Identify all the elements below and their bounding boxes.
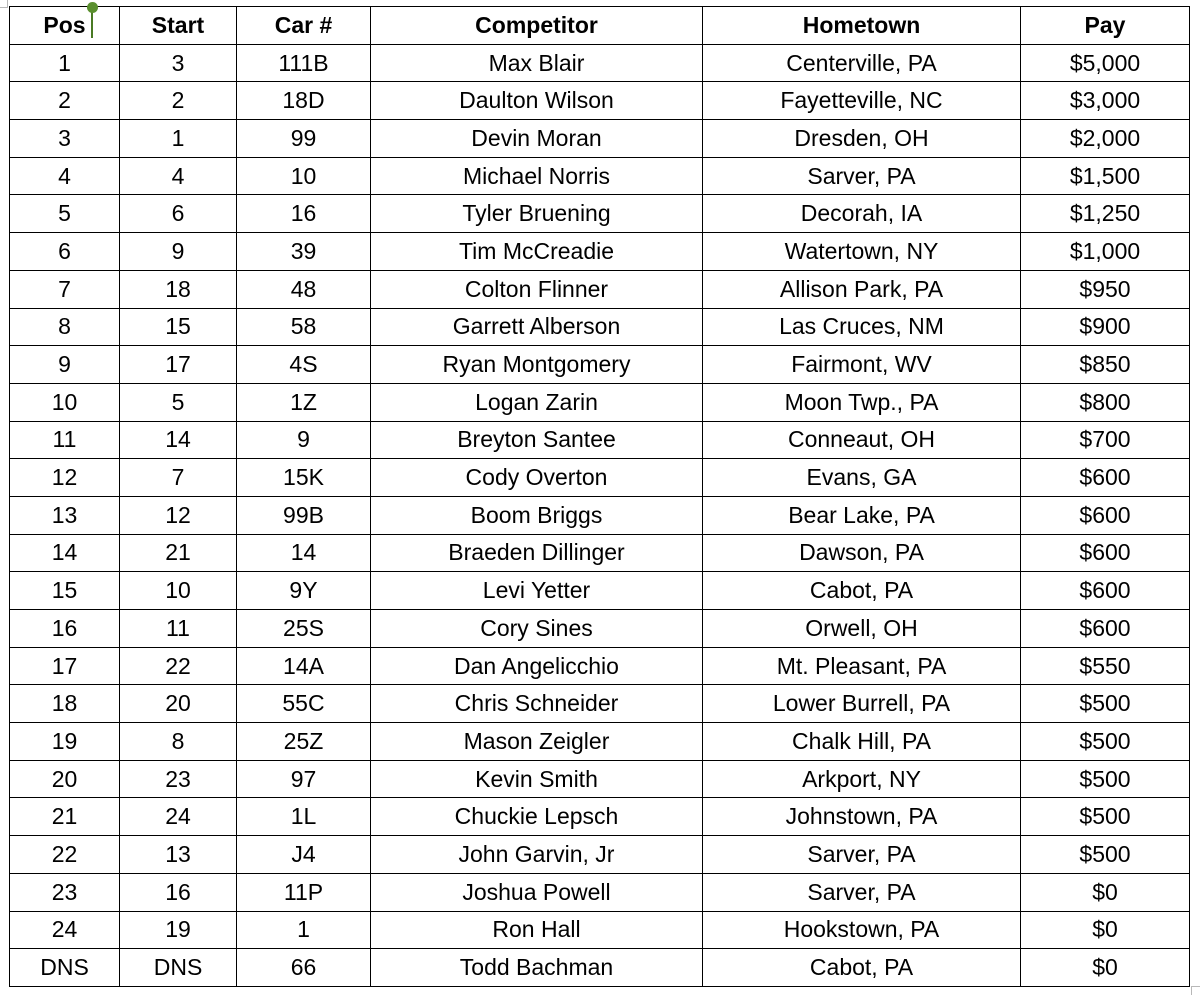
cell-competitor[interactable]: Braeden Dillinger (371, 534, 703, 572)
cell-hometown[interactable]: Dawson, PA (703, 534, 1021, 572)
cell-hometown[interactable]: Orwell, OH (703, 610, 1021, 648)
cell-car-number[interactable]: 111B (237, 44, 371, 82)
cell-car-number[interactable]: 16 (237, 195, 371, 233)
cell-car-number[interactable]: 14 (237, 534, 371, 572)
table-row (10, 383, 1190, 421)
table-row (10, 82, 1190, 120)
cell-pos[interactable]: 4 (10, 157, 120, 195)
cell-start[interactable]: 19 (120, 911, 237, 949)
cell-competitor[interactable]: Tyler Bruening (371, 195, 703, 233)
cell-start[interactable]: 23 (120, 760, 237, 798)
table-row (10, 572, 1190, 610)
header-start[interactable]: Start (120, 7, 237, 45)
cell-start[interactable]: 15 (120, 308, 237, 346)
cell-competitor[interactable]: Ron Hall (371, 911, 703, 949)
cell-car-number[interactable]: 18D (237, 82, 371, 120)
cell-competitor[interactable]: Breyton Santee (371, 421, 703, 459)
cell-pay[interactable]: $600 (1021, 459, 1190, 497)
cell-pos[interactable]: 12 (10, 459, 120, 497)
cell-hometown[interactable]: Sarver, PA (703, 157, 1021, 195)
cell-pos[interactable]: 22 (10, 836, 120, 874)
cell-car-number[interactable]: 48 (237, 270, 371, 308)
cell-hometown[interactable]: Allison Park, PA (703, 270, 1021, 308)
cell-car-number[interactable]: 66 (237, 949, 371, 987)
cell-car-number[interactable]: 25S (237, 610, 371, 648)
cell-competitor[interactable]: Tim McCreadie (371, 233, 703, 271)
cell-pay[interactable]: $500 (1021, 760, 1190, 798)
cell-start[interactable]: 24 (120, 798, 237, 836)
page-corner-mark-bottom-right (1191, 986, 1200, 995)
cell-start[interactable]: 17 (120, 346, 237, 384)
cell-pos[interactable]: 19 (10, 723, 120, 761)
cell-start[interactable]: 3 (120, 44, 237, 82)
cell-pos[interactable]: 17 (10, 647, 120, 685)
cell-competitor[interactable]: Michael Norris (371, 157, 703, 195)
table-row (10, 873, 1190, 911)
cell-car-number[interactable]: 99 (237, 120, 371, 158)
cell-pos[interactable]: 18 (10, 685, 120, 723)
cell-hometown[interactable]: Chalk Hill, PA (703, 723, 1021, 761)
cell-start[interactable]: 21 (120, 534, 237, 572)
table-row (10, 534, 1190, 572)
cell-pay[interactable]: $700 (1021, 421, 1190, 459)
cell-car-number[interactable]: 97 (237, 760, 371, 798)
cell-pay[interactable]: $600 (1021, 496, 1190, 534)
table-row (10, 685, 1190, 723)
cell-car-number[interactable]: 25Z (237, 723, 371, 761)
cell-pay[interactable]: $500 (1021, 798, 1190, 836)
table-row (10, 836, 1190, 874)
cell-pos[interactable]: 21 (10, 798, 120, 836)
cell-pay[interactable]: $500 (1021, 685, 1190, 723)
cell-car-number[interactable]: 1 (237, 911, 371, 949)
cell-hometown[interactable]: Fayetteville, NC (703, 82, 1021, 120)
cell-car-number[interactable]: 99B (237, 496, 371, 534)
cell-competitor[interactable]: Colton Flinner (371, 270, 703, 308)
table-header-row (10, 7, 1190, 45)
cell-competitor[interactable]: Dan Angelicchio (371, 647, 703, 685)
cell-pay[interactable]: $1,500 (1021, 157, 1190, 195)
cell-pos[interactable]: 23 (10, 873, 120, 911)
cell-start[interactable]: 8 (120, 723, 237, 761)
cell-competitor[interactable]: Garrett Alberson (371, 308, 703, 346)
cell-start[interactable]: 10 (120, 572, 237, 610)
cell-pos[interactable]: 14 (10, 534, 120, 572)
cell-pos[interactable]: 13 (10, 496, 120, 534)
cell-start[interactable]: 20 (120, 685, 237, 723)
header-competitor[interactable]: Competitor (371, 7, 703, 45)
cell-start[interactable]: 12 (120, 496, 237, 534)
table-row (10, 798, 1190, 836)
table-row (10, 308, 1190, 346)
table-row (10, 157, 1190, 195)
cell-start[interactable]: 9 (120, 233, 237, 271)
cell-pay[interactable]: $3,000 (1021, 82, 1190, 120)
cell-hometown[interactable]: Johnstown, PA (703, 798, 1021, 836)
cell-start[interactable]: 7 (120, 459, 237, 497)
cell-hometown[interactable]: Hookstown, PA (703, 911, 1021, 949)
cell-competitor[interactable]: Kevin Smith (371, 760, 703, 798)
cell-pos[interactable]: 16 (10, 610, 120, 648)
cell-hometown[interactable]: Decorah, IA (703, 195, 1021, 233)
cell-hometown[interactable]: Centerville, PA (703, 44, 1021, 82)
cell-pay[interactable]: $500 (1021, 723, 1190, 761)
table-row (10, 760, 1190, 798)
cell-pay[interactable]: $2,000 (1021, 120, 1190, 158)
cell-car-number[interactable]: 14A (237, 647, 371, 685)
cell-hometown[interactable]: Cabot, PA (703, 572, 1021, 610)
cell-car-number[interactable]: 58 (237, 308, 371, 346)
cell-car-number[interactable]: 55C (237, 685, 371, 723)
cell-pos[interactable]: DNS (10, 949, 120, 987)
cell-pos[interactable]: 7 (10, 270, 120, 308)
cell-hometown[interactable]: Arkport, NY (703, 760, 1021, 798)
cell-competitor[interactable]: Todd Bachman (371, 949, 703, 987)
cell-pos[interactable]: 8 (10, 308, 120, 346)
cell-hometown[interactable]: Bear Lake, PA (703, 496, 1021, 534)
cell-competitor[interactable]: Max Blair (371, 44, 703, 82)
cell-hometown[interactable]: Lower Burrell, PA (703, 685, 1021, 723)
cell-competitor[interactable]: Cory Sines (371, 610, 703, 648)
cell-pos[interactable]: 10 (10, 383, 120, 421)
table-row (10, 459, 1190, 497)
cell-car-number[interactable]: 1L (237, 798, 371, 836)
cell-pos[interactable]: 6 (10, 233, 120, 271)
table-row (10, 723, 1190, 761)
cell-start[interactable]: 6 (120, 195, 237, 233)
table-row (10, 346, 1190, 384)
table-row (10, 44, 1190, 82)
table-row (10, 496, 1190, 534)
cell-car-number[interactable]: 9 (237, 421, 371, 459)
cell-competitor[interactable]: Chris Schneider (371, 685, 703, 723)
table-row (10, 911, 1190, 949)
cell-pay[interactable]: $900 (1021, 308, 1190, 346)
table-row (10, 421, 1190, 459)
cell-start[interactable]: 22 (120, 647, 237, 685)
cell-competitor[interactable]: Daulton Wilson (371, 82, 703, 120)
cell-pay[interactable]: $850 (1021, 346, 1190, 384)
table-row (10, 647, 1190, 685)
cell-car-number[interactable]: 15K (237, 459, 371, 497)
cell-start[interactable]: 4 (120, 157, 237, 195)
cell-pay[interactable]: $0 (1021, 949, 1190, 987)
cell-pay[interactable]: $950 (1021, 270, 1190, 308)
cell-car-number[interactable]: 10 (237, 157, 371, 195)
cell-competitor[interactable]: Logan Zarin (371, 383, 703, 421)
cell-car-number[interactable]: 39 (237, 233, 371, 271)
table-row (10, 270, 1190, 308)
cell-start[interactable]: 13 (120, 836, 237, 874)
cell-start[interactable]: 5 (120, 383, 237, 421)
cell-car-number[interactable]: 9Y (237, 572, 371, 610)
header-pos[interactable]: Pos (10, 7, 120, 45)
cell-pay[interactable]: $1,000 (1021, 233, 1190, 271)
cell-pos[interactable]: 11 (10, 421, 120, 459)
cell-competitor[interactable]: Boom Briggs (371, 496, 703, 534)
cell-pos[interactable]: 5 (10, 195, 120, 233)
cell-competitor[interactable]: Joshua Powell (371, 873, 703, 911)
table-row (10, 120, 1190, 158)
cell-pos[interactable]: 2 (10, 82, 120, 120)
race-results-table (9, 6, 1190, 987)
cell-hometown[interactable]: Fairmont, WV (703, 346, 1021, 384)
cell-hometown[interactable]: Sarver, PA (703, 836, 1021, 874)
cell-hometown[interactable]: Moon Twp., PA (703, 383, 1021, 421)
cell-hometown[interactable]: Watertown, NY (703, 233, 1021, 271)
cell-pay[interactable]: $0 (1021, 873, 1190, 911)
cell-hometown[interactable]: Las Cruces, NM (703, 308, 1021, 346)
cell-hometown[interactable]: Evans, GA (703, 459, 1021, 497)
cell-pos[interactable]: 1 (10, 44, 120, 82)
cell-pay[interactable]: $600 (1021, 572, 1190, 610)
cell-pos[interactable]: 15 (10, 572, 120, 610)
cell-start[interactable]: DNS (120, 949, 237, 987)
cell-pay[interactable]: $5,000 (1021, 44, 1190, 82)
cell-car-number[interactable]: 11P (237, 873, 371, 911)
table-row (10, 949, 1190, 987)
cell-pos[interactable]: 9 (10, 346, 120, 384)
cell-competitor[interactable]: John Garvin, Jr (371, 836, 703, 874)
cell-start[interactable]: 14 (120, 421, 237, 459)
cell-hometown[interactable]: Dresden, OH (703, 120, 1021, 158)
cell-hometown[interactable]: Conneaut, OH (703, 421, 1021, 459)
cell-start[interactable]: 18 (120, 270, 237, 308)
cell-pos[interactable]: 24 (10, 911, 120, 949)
cell-start[interactable]: 1 (120, 120, 237, 158)
page-corner-mark-top-left (0, 0, 8, 8)
header-car-number[interactable]: Car # (237, 7, 371, 45)
cell-pay[interactable]: $1,250 (1021, 195, 1190, 233)
cell-pay[interactable]: $600 (1021, 534, 1190, 572)
cell-pay[interactable]: $800 (1021, 383, 1190, 421)
cursor-handle-icon[interactable] (87, 2, 98, 13)
cell-competitor[interactable]: Devin Moran (371, 120, 703, 158)
cell-car-number[interactable]: 1Z (237, 383, 371, 421)
cell-hometown[interactable]: Sarver, PA (703, 873, 1021, 911)
cell-pay[interactable]: $600 (1021, 610, 1190, 648)
table-row (10, 195, 1190, 233)
cell-hometown[interactable]: Cabot, PA (703, 949, 1021, 987)
table-body (10, 44, 1190, 986)
cell-competitor[interactable]: Mason Zeigler (371, 723, 703, 761)
header-hometown[interactable]: Hometown (703, 7, 1021, 45)
cell-competitor[interactable]: Cody Overton (371, 459, 703, 497)
cell-pay[interactable]: $0 (1021, 911, 1190, 949)
table-row (10, 233, 1190, 271)
cell-pos[interactable]: 3 (10, 120, 120, 158)
cell-start[interactable]: 16 (120, 873, 237, 911)
cell-competitor[interactable]: Chuckie Lepsch (371, 798, 703, 836)
header-pay[interactable]: Pay (1021, 7, 1190, 45)
table-row (10, 610, 1190, 648)
cell-competitor[interactable]: Levi Yetter (371, 572, 703, 610)
cell-start[interactable]: 11 (120, 610, 237, 648)
cell-start[interactable]: 2 (120, 82, 237, 120)
cell-hometown[interactable]: Mt. Pleasant, PA (703, 647, 1021, 685)
cell-car-number[interactable]: 4S (237, 346, 371, 384)
cell-pos[interactable]: 20 (10, 760, 120, 798)
cell-car-number[interactable]: J4 (237, 836, 371, 874)
cell-pay[interactable]: $500 (1021, 836, 1190, 874)
cell-pay[interactable]: $550 (1021, 647, 1190, 685)
cell-competitor[interactable]: Ryan Montgomery (371, 346, 703, 384)
